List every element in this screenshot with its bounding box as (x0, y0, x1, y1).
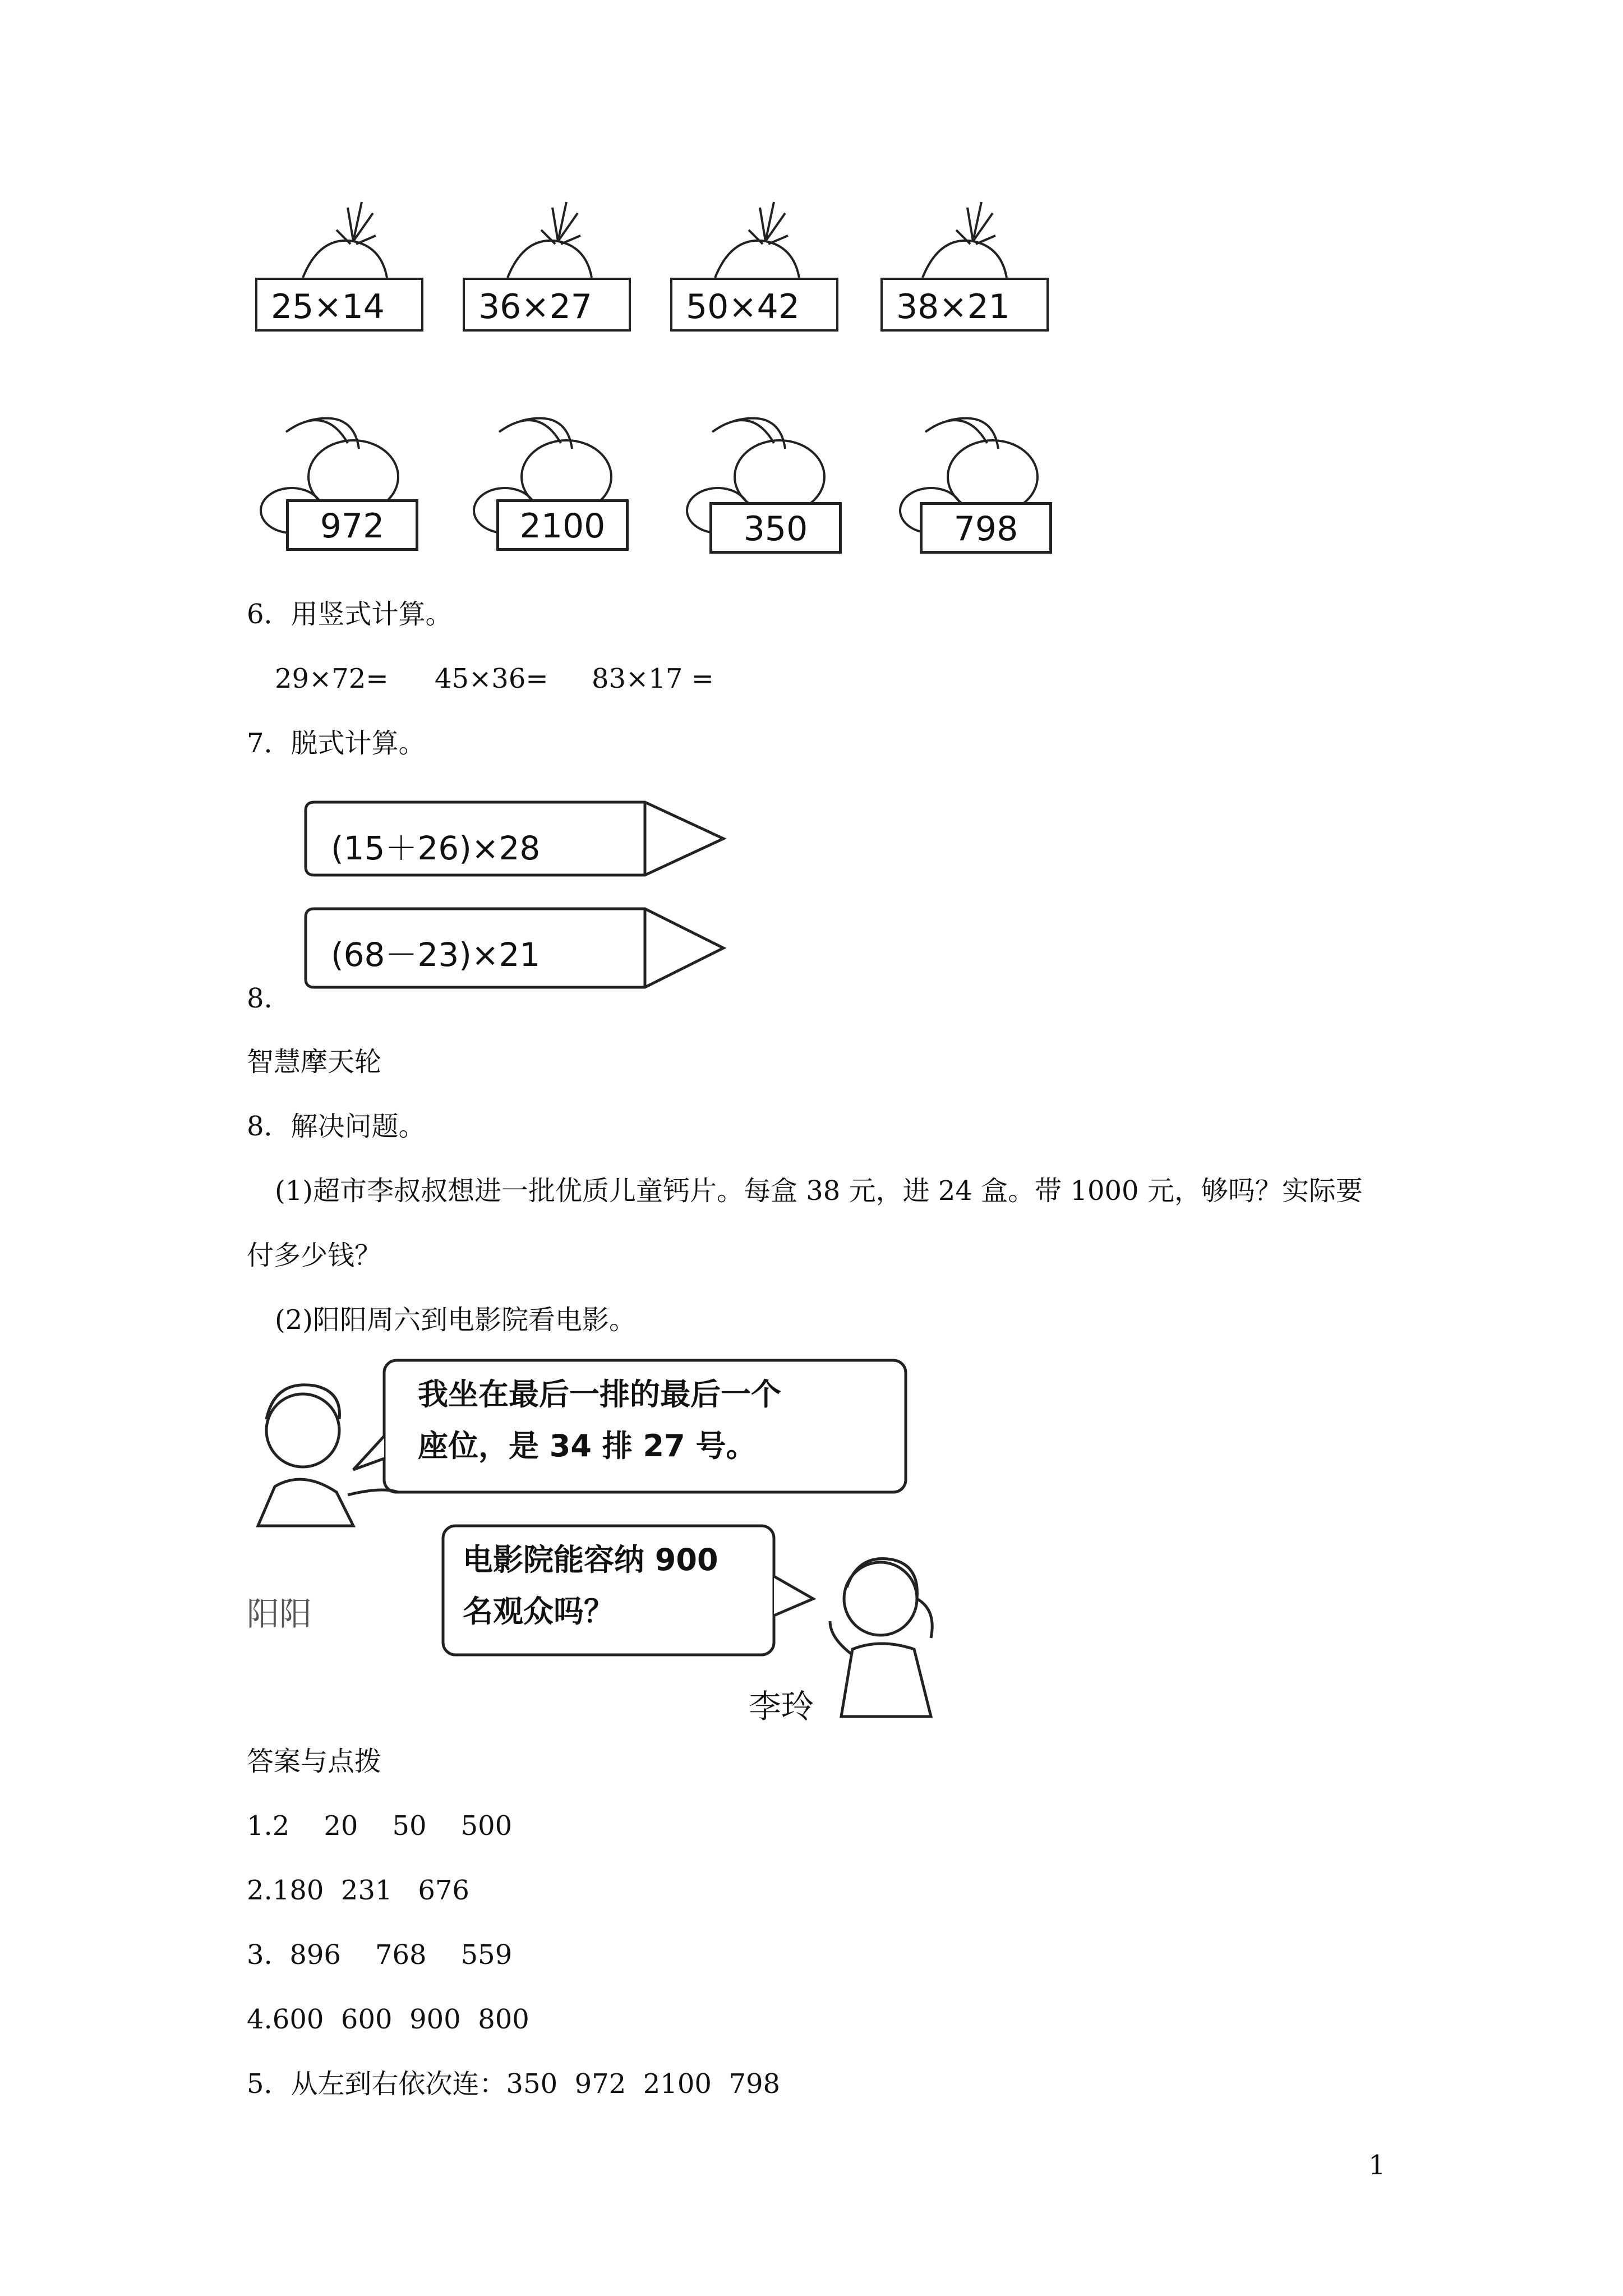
q7-trailing: 8. (247, 983, 273, 1014)
page-number: 1 (1368, 2150, 1386, 2181)
carrot-card-2: 36×27 (463, 278, 631, 332)
girl-speech-line2: 名观众吗？ (463, 1594, 614, 1629)
q8-part2: (2)阳阳周六到电影院看电影。 (275, 1304, 636, 1336)
boy-speech-line1: 我坐在最后一排的最后一个 (418, 1377, 781, 1412)
carrot-card-1: 25×14 (255, 278, 423, 332)
q8-part1-line1: (1)超市李叔叔想进一批优质儿童钙片。每盒 38 元，进 24 盒。带 1000 元，够吗？实际要 (275, 1175, 1363, 1207)
rabbit-card-1: 972 (286, 499, 418, 551)
q6-item-3: 83×17 = (592, 663, 714, 694)
q7-expression-1: (15＋26)×28 (331, 829, 541, 867)
carrot-card-3: 50×42 (670, 278, 838, 332)
q6-title: 6．用竖式计算。 (247, 599, 453, 630)
boy-name: 阳阳 (247, 1595, 312, 1633)
answer-5: 5．从左到右依次连：350 972 2100 798 (247, 2068, 781, 2100)
rabbit-card-2: 2100 (496, 499, 629, 551)
q8-part1-line2: 付多少钱？ (247, 1240, 382, 1271)
girl-name: 李玲 (749, 1687, 814, 1726)
carrot-card-4: 38×21 (880, 278, 1049, 332)
q7-title: 7．脱式计算。 (247, 728, 426, 759)
answer-3: 3. 896 768 559 (247, 1939, 513, 1971)
q6-item-1: 29×72= (275, 663, 389, 694)
boy-speech-line2: 座位，是 34 排 27 号。 (418, 1428, 757, 1464)
section-title: 智慧摩天轮 (247, 1046, 382, 1078)
rabbit-card-4: 798 (920, 502, 1052, 554)
answer-2: 2.180 231 676 (247, 1875, 469, 1906)
girl-speech-line1: 电影院能容纳 900 (463, 1542, 718, 1577)
answers-title: 答案与点拨 (247, 1746, 382, 1777)
q7-expression-2: (68－23)×21 (331, 936, 541, 974)
q8-title: 8．解决问题。 (247, 1111, 426, 1142)
girl-figure-icon (830, 1559, 932, 1717)
answer-1: 1.2 20 50 500 (247, 1810, 513, 1842)
carrot-top-icon (303, 241, 387, 278)
rabbit-card-3: 350 (709, 502, 842, 554)
q6-item-2: 45×36= (435, 663, 548, 694)
answer-4: 4.600 600 900 800 (247, 2004, 529, 2035)
